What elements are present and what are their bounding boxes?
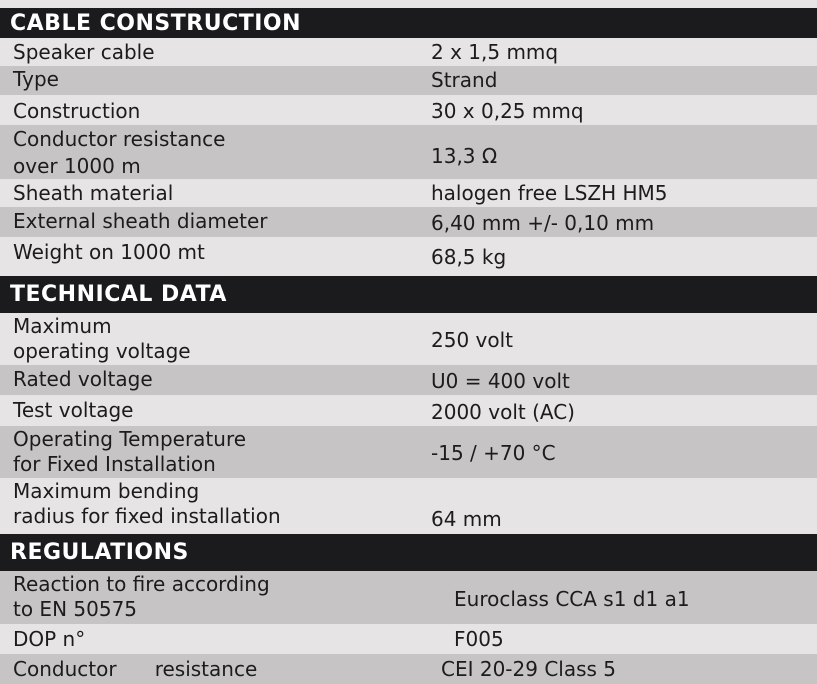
table-row (0, 426, 817, 478)
row-value: 68,5 kg (431, 245, 507, 269)
row-label: for Fixed Installation (13, 452, 216, 476)
row-label: Operating Temperature (13, 427, 247, 451)
section-title: REGULATIONS (10, 540, 189, 565)
table-row (0, 313, 817, 365)
table-row (0, 38, 817, 66)
row-label: Conductor resistance (13, 127, 226, 151)
table-row (0, 66, 817, 95)
row-label: operating voltage (13, 339, 191, 363)
section-header-regulations (0, 534, 817, 571)
row-value: 64 mm (431, 507, 502, 531)
row-label: Type (13, 67, 59, 91)
row-value: Euroclass CCA s1 d1 a1 (454, 587, 690, 611)
row-label: Sheath material (13, 181, 174, 205)
section-header-technical-data (0, 276, 817, 313)
row-value: halogen free LSZH HM5 (431, 181, 668, 205)
table-row (0, 478, 817, 534)
row-label: over 1000 m (13, 154, 141, 178)
section-title: CABLE CONSTRUCTION (10, 10, 302, 36)
row-label: Rated voltage (13, 367, 153, 391)
row-value: U0 = 400 volt (431, 369, 570, 393)
section-header-cable-construction (0, 8, 817, 38)
table-row (0, 365, 817, 395)
table-row (0, 125, 817, 179)
row-label: to EN 50575 (13, 597, 138, 621)
table-row (0, 395, 817, 426)
row-label: radius for fixed installation (13, 504, 281, 528)
row-value: 30 x 0,25 mmq (431, 99, 584, 123)
row-value: Strand (431, 68, 498, 92)
row-label: DOP n° (13, 627, 86, 651)
table-row (0, 179, 817, 207)
row-label: Maximum bending (13, 479, 200, 503)
row-value: 6,40 mm +/- 0,10 mm (431, 211, 655, 235)
row-value: -15 / +70 °C (431, 441, 556, 465)
row-value: CEI 20-29 Class 5 (441, 657, 617, 681)
row-label: Weight on 1000 mt (13, 240, 205, 264)
row-label: Maximum (13, 314, 112, 338)
row-value: 250 volt (431, 328, 514, 352)
table-row (0, 237, 817, 276)
row-label: Construction (13, 99, 141, 123)
table-row (0, 571, 817, 624)
row-value: 2000 volt (AC) (431, 400, 575, 424)
table-row (0, 207, 817, 237)
row-value: 13,3 Ω (431, 144, 498, 168)
table-row (0, 624, 817, 654)
table-row (0, 654, 817, 684)
row-value: F005 (454, 627, 504, 651)
section-title: TECHNICAL DATA (10, 282, 227, 307)
row-label: Reaction to fire according (13, 572, 270, 596)
row-label: Speaker cable (13, 40, 155, 64)
row-label: External sheath diameter (13, 209, 268, 233)
row-label: Test voltage (13, 398, 134, 422)
table-row (0, 95, 817, 125)
row-value: 2 x 1,5 mmq (431, 40, 559, 64)
row-label: Conductor resistance (13, 657, 258, 681)
